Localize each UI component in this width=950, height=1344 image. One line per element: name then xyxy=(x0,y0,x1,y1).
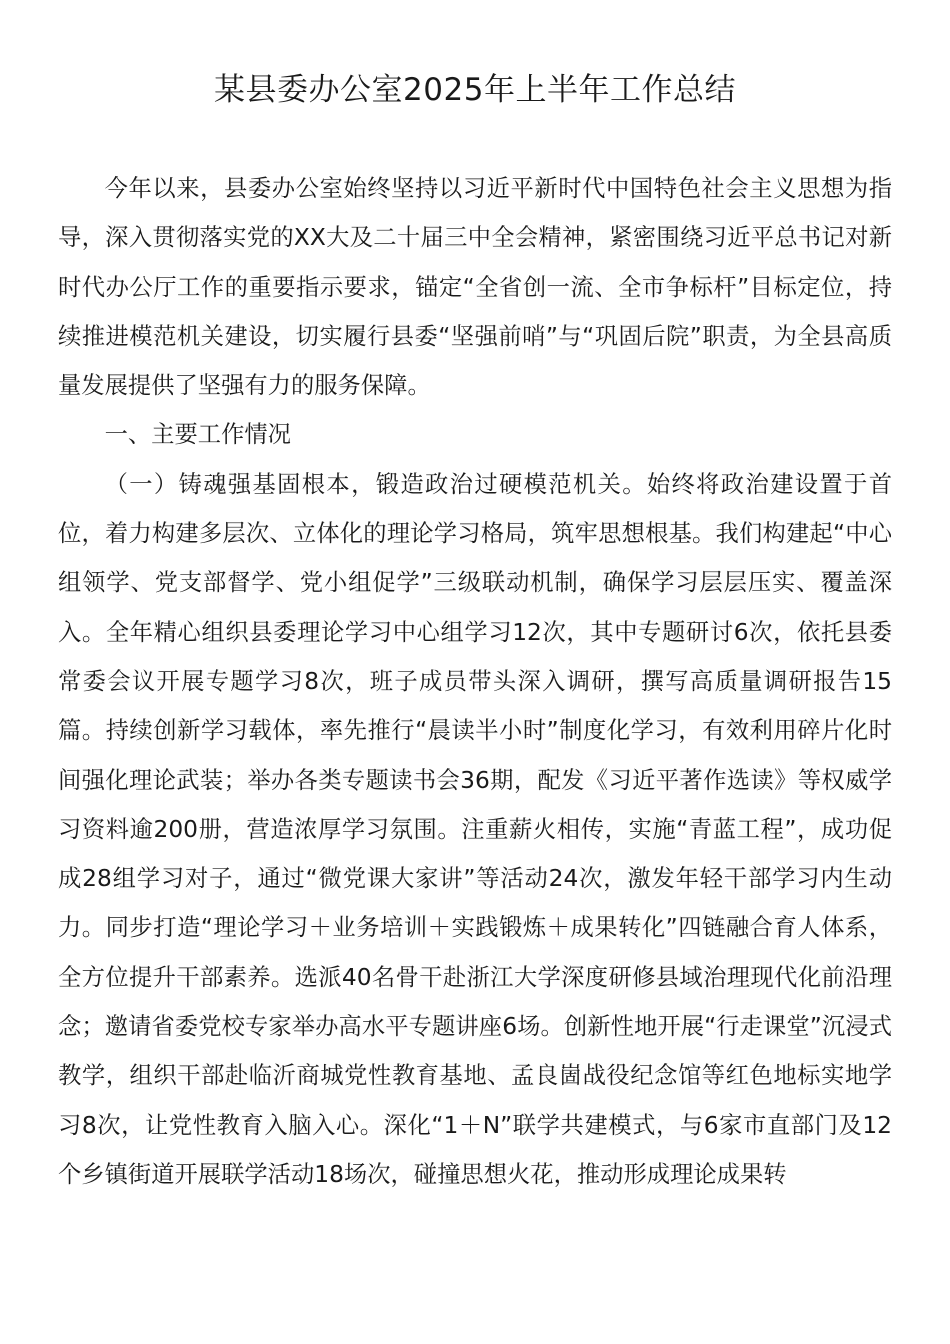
document-title: 某县委办公室2025年上半年工作总结 xyxy=(214,72,736,108)
subsection-paragraph: （一）铸魂强基固根本，锻造政治过硬模范机关。始终将政治建设置于首位，着力构建多层次、立体化的理论学习格局，筑牢思想根基。我们构建起“中心组领学、党支部督学、党小组促学”三级联动机制，确保学习层层压实、覆盖深入。全年精心组织县委理论学习中心组学习12次，其中专题研讨6次，依托县委常委会议开展专题学习8次，班子成员带头深入调研，撰写高质量调研报告15篇。持续创新学习载体，率先推行“晨读半小时”制度化学习，有效利用碎片化时间强化理论武装；举办各类专题读书会36期，配发《习近平著作选读》等权威学习资料逾200册，营造浓厚学习氛围。注重薪火相传，实施“青蓝工程”，成功促成28组学习对子，通过“微党课大家讲”等活动24次，激发年轻干部学习内生动力。同步打造“理论学习＋业务培训＋实践锻炼＋成果转化”四链融合育人体系，全方位提升干部素养。选派40名骨干赴浙江大学深度研修县域治理现代化前沿理念；邀请省委党校专家举办高水平专题讲座6场。创新性地开展“行走课堂”沉浸式教学，组织干部赴临沂商城党性教育基地、孟良崮战役纪念馆等红色地标实地学习8次，让党性教育入脑入心。深化“1＋N”联学共建模式，与6家市直部门及12个乡镇街道开展联学活动18场次，碰撞思想火花，推动形成理论成果转 xyxy=(58,470,892,1188)
intro-paragraph: 今年以来，县委办公室始终坚持以习近平新时代中国特色社会主义思想为指导，深入贯彻落实党的XX大及二十届三中全会精神，紧密围绕习近平总书记对新时代办公厅工作的重要指示要求，锚定“全省创一流、全市争标杆”目标定位，持续推进模范机关建设，切实履行县委“坚强前哨”与“巩固后院”职责，为全县高质量发展提供了坚强有力的服务保障。 xyxy=(58,175,892,400)
section-heading: 一、主要工作情况 xyxy=(104,421,291,449)
document-body xyxy=(58,164,892,1199)
